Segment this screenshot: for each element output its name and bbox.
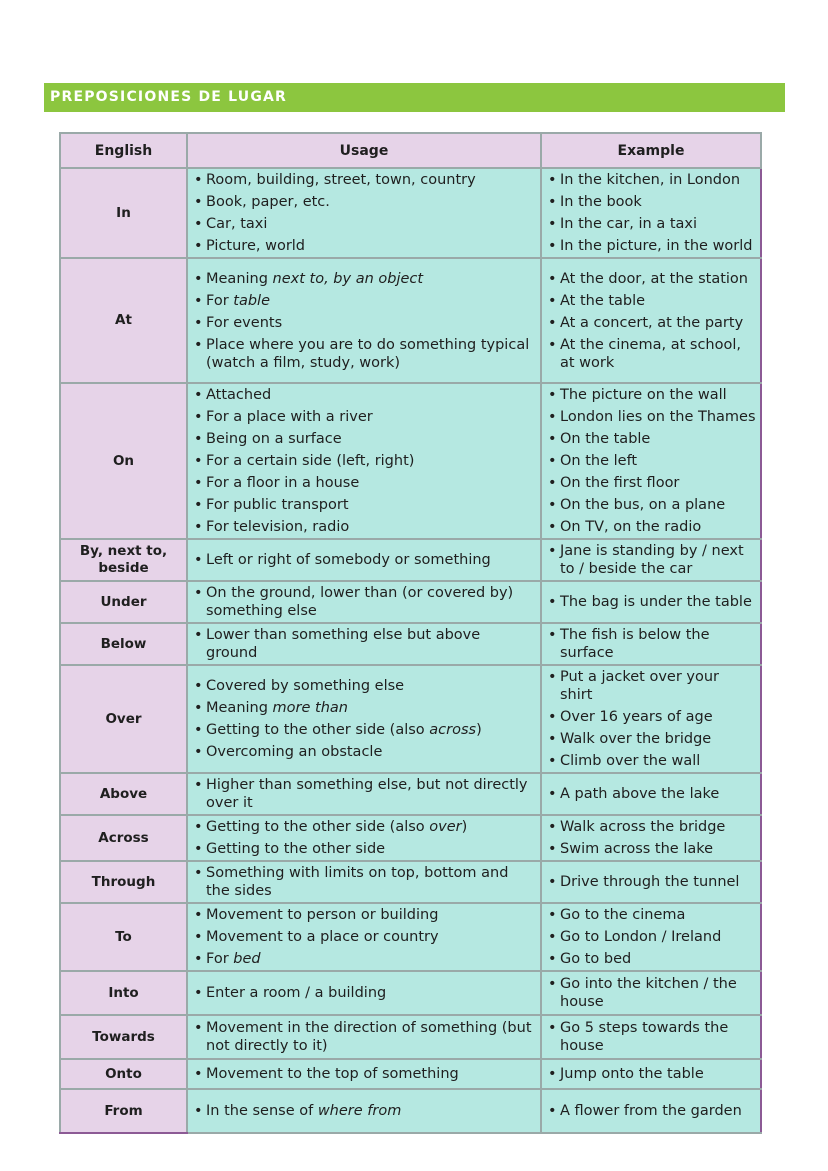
example-list-item bbox=[548, 871, 756, 893]
text-segment: London lies on the Thames bbox=[560, 409, 756, 425]
usage-list-item bbox=[194, 948, 536, 970]
preposition-cell: From bbox=[60, 1089, 187, 1133]
example-list-item bbox=[548, 384, 756, 406]
usage-list bbox=[188, 774, 540, 814]
text-segment: Something with limits on top, bottom and the sides bbox=[206, 865, 509, 899]
usage-list-item bbox=[194, 213, 536, 235]
usage-list bbox=[188, 816, 540, 860]
usage-list-item bbox=[194, 516, 536, 538]
example-list-item bbox=[548, 750, 756, 772]
usage-list-item bbox=[194, 406, 536, 428]
text-segment: In the picture, in the world bbox=[560, 238, 753, 254]
text-segment: Meaning bbox=[206, 270, 273, 287]
example-cell bbox=[541, 773, 761, 815]
usage-list-item bbox=[194, 1063, 536, 1085]
usage-list-item bbox=[194, 904, 536, 926]
usage-list-item bbox=[194, 926, 536, 948]
usage-list-item bbox=[194, 428, 536, 450]
example-list-item bbox=[548, 334, 756, 374]
header-example: Example bbox=[541, 133, 761, 168]
usage-cell bbox=[187, 581, 541, 623]
text-segment: Covered by something else bbox=[206, 678, 405, 694]
example-cell bbox=[541, 258, 761, 383]
usage-list bbox=[188, 1100, 540, 1122]
example-cell bbox=[541, 971, 761, 1015]
table-row bbox=[60, 623, 761, 665]
table-body bbox=[60, 168, 761, 1133]
text-segment: For a place with a river bbox=[206, 409, 373, 425]
usage-list-item bbox=[194, 741, 536, 763]
text-segment: ) bbox=[461, 819, 468, 835]
usage-cell bbox=[187, 539, 541, 581]
example-list-item bbox=[548, 973, 756, 1013]
text-segment: At a concert, at the party bbox=[560, 314, 744, 331]
usage-list bbox=[188, 549, 540, 571]
example-cell bbox=[541, 1015, 761, 1059]
text-segment: On the first floor bbox=[560, 475, 680, 491]
text-segment: next to, by an object bbox=[272, 270, 424, 287]
text-segment: The picture on the wall bbox=[560, 387, 727, 403]
text-segment: Overcoming an obstacle bbox=[206, 744, 383, 760]
text-segment: Place where you are to do something typical (watch a film, study, work) bbox=[206, 336, 530, 371]
prepositions-table bbox=[59, 132, 762, 1134]
usage-list bbox=[188, 862, 540, 902]
usage-list bbox=[188, 624, 540, 664]
example-list bbox=[542, 384, 760, 538]
example-list bbox=[542, 973, 760, 1013]
usage-list-item bbox=[194, 450, 536, 472]
usage-cell bbox=[187, 903, 541, 971]
usage-list-item bbox=[194, 582, 536, 622]
table-row bbox=[60, 1015, 761, 1059]
text-segment: In the car, in a taxi bbox=[560, 216, 698, 232]
usage-cell bbox=[187, 1089, 541, 1133]
text-segment: Attached bbox=[206, 387, 272, 403]
example-list bbox=[542, 783, 760, 805]
example-list bbox=[542, 816, 760, 860]
example-list bbox=[542, 169, 760, 257]
text-segment: For a certain side (left, right) bbox=[206, 453, 415, 469]
example-cell bbox=[541, 903, 761, 971]
usage-list bbox=[188, 169, 540, 257]
usage-list-item bbox=[194, 191, 536, 213]
usage-cell bbox=[187, 1059, 541, 1089]
table-row bbox=[60, 903, 761, 971]
example-cell bbox=[541, 815, 761, 861]
example-list bbox=[542, 1100, 760, 1122]
example-list-item bbox=[548, 666, 756, 706]
text-segment: At the door, at the station bbox=[560, 270, 748, 287]
text-segment: Walk over the bridge bbox=[560, 731, 712, 747]
text-segment: On the bus, on a plane bbox=[560, 497, 726, 513]
table-row bbox=[60, 971, 761, 1015]
example-list bbox=[542, 871, 760, 893]
text-segment: where from bbox=[317, 1103, 402, 1119]
usage-cell bbox=[187, 258, 541, 383]
text-segment: The bag is under the table bbox=[560, 594, 752, 610]
preposition-cell: Under bbox=[60, 581, 187, 623]
usage-list-item bbox=[194, 719, 536, 741]
usage-list-item bbox=[194, 312, 536, 334]
example-list-item bbox=[548, 783, 756, 805]
table-row bbox=[60, 539, 761, 581]
example-list-item bbox=[548, 191, 756, 213]
usage-list-item bbox=[194, 169, 536, 191]
example-list-item bbox=[548, 540, 756, 580]
text-segment: Lower than something else but above ground bbox=[206, 627, 481, 661]
example-list-item bbox=[548, 406, 756, 428]
text-segment: Go into the kitchen / the house bbox=[560, 976, 737, 1010]
usage-list bbox=[188, 675, 540, 763]
usage-cell bbox=[187, 623, 541, 665]
example-list-item bbox=[548, 816, 756, 838]
preposition-cell: Over bbox=[60, 665, 187, 773]
text-segment: Getting to the other side bbox=[206, 841, 386, 857]
header-english: English bbox=[60, 133, 187, 168]
usage-list-item bbox=[194, 494, 536, 516]
text-segment: Go to the cinema bbox=[560, 907, 686, 923]
usage-list bbox=[188, 268, 540, 374]
section-title-banner: PREPOSICIONES DE LUGAR bbox=[44, 83, 785, 112]
table-row bbox=[60, 861, 761, 903]
usage-list-item bbox=[194, 549, 536, 571]
text-segment: Swim across the lake bbox=[560, 841, 714, 857]
example-list bbox=[542, 540, 760, 580]
text-segment: Climb over the wall bbox=[560, 753, 701, 769]
usage-list bbox=[188, 384, 540, 538]
example-cell bbox=[541, 1059, 761, 1089]
example-list bbox=[542, 904, 760, 970]
usage-cell bbox=[187, 971, 541, 1015]
example-list-item bbox=[548, 706, 756, 728]
table-row bbox=[60, 258, 761, 383]
text-segment: Left or right of somebody or something bbox=[206, 552, 491, 568]
text-segment: On the table bbox=[560, 431, 651, 447]
preposition-cell: Above bbox=[60, 773, 187, 815]
text-segment: For events bbox=[206, 314, 283, 331]
example-list bbox=[542, 1017, 760, 1057]
example-list-item bbox=[548, 428, 756, 450]
text-segment: Higher than something else, but not directly over it bbox=[206, 777, 528, 811]
usage-list bbox=[188, 904, 540, 970]
example-cell bbox=[541, 168, 761, 258]
example-list-item bbox=[548, 268, 756, 290]
text-segment: Being on a surface bbox=[206, 431, 342, 447]
usage-list-item bbox=[194, 624, 536, 664]
usage-cell bbox=[187, 773, 541, 815]
usage-cell bbox=[187, 861, 541, 903]
text-segment: For bbox=[206, 292, 234, 309]
text-segment: ) bbox=[476, 722, 482, 738]
text-segment: more than bbox=[272, 700, 348, 716]
usage-list bbox=[188, 582, 540, 622]
usage-cell bbox=[187, 383, 541, 539]
usage-cell bbox=[187, 665, 541, 773]
text-segment: At the cinema, at school, at work bbox=[560, 336, 741, 371]
usage-list bbox=[188, 1063, 540, 1085]
text-segment: Go 5 steps towards the house bbox=[560, 1020, 729, 1054]
example-list-item bbox=[548, 904, 756, 926]
example-list bbox=[542, 1063, 760, 1085]
example-list bbox=[542, 666, 760, 772]
example-list-item bbox=[548, 290, 756, 312]
example-cell bbox=[541, 623, 761, 665]
table-row bbox=[60, 383, 761, 539]
example-list-item bbox=[548, 948, 756, 970]
preposition-cell: By, next to, beside bbox=[60, 539, 187, 581]
usage-list-item bbox=[194, 472, 536, 494]
text-segment: Jump onto the table bbox=[560, 1066, 704, 1082]
text-segment: bed bbox=[233, 951, 261, 967]
example-cell bbox=[541, 383, 761, 539]
preposition-cell: At bbox=[60, 258, 187, 383]
text-segment: Drive through the tunnel bbox=[560, 874, 740, 890]
example-list-item bbox=[548, 450, 756, 472]
usage-list-item bbox=[194, 384, 536, 406]
example-list bbox=[542, 624, 760, 664]
table-row bbox=[60, 168, 761, 258]
usage-list-item bbox=[194, 838, 536, 860]
usage-list bbox=[188, 1017, 540, 1057]
usage-list-item bbox=[194, 862, 536, 902]
text-segment: Movement in the direction of something (but not directly to it) bbox=[206, 1020, 532, 1054]
example-list-item bbox=[548, 926, 756, 948]
example-list bbox=[542, 591, 760, 613]
text-segment: The fish is below the surface bbox=[560, 627, 710, 661]
usage-list-item bbox=[194, 1100, 536, 1122]
example-cell bbox=[541, 665, 761, 773]
text-segment: For bbox=[206, 951, 234, 967]
table-row bbox=[60, 581, 761, 623]
text-segment: In the book bbox=[560, 194, 642, 210]
preposition-cell: Towards bbox=[60, 1015, 187, 1059]
text-segment: Go to bed bbox=[560, 951, 632, 967]
text-segment: Picture, world bbox=[206, 238, 306, 254]
example-list-item bbox=[548, 624, 756, 664]
example-list-item bbox=[548, 213, 756, 235]
preposition-cell: Onto bbox=[60, 1059, 187, 1089]
example-list bbox=[542, 268, 760, 374]
text-segment: Movement to a place or country bbox=[206, 929, 439, 945]
usage-cell bbox=[187, 168, 541, 258]
usage-list-item bbox=[194, 235, 536, 257]
usage-list-item bbox=[194, 290, 536, 312]
table-row bbox=[60, 1059, 761, 1089]
usage-list-item bbox=[194, 774, 536, 814]
example-list-item bbox=[548, 1100, 756, 1122]
text-segment: Over 16 years of age bbox=[560, 709, 713, 725]
table-row bbox=[60, 665, 761, 773]
preposition-cell: Below bbox=[60, 623, 187, 665]
usage-list-item bbox=[194, 675, 536, 697]
example-cell bbox=[541, 861, 761, 903]
text-segment: For a floor in a house bbox=[206, 475, 360, 491]
preposition-cell: Across bbox=[60, 815, 187, 861]
text-segment: Jane is standing by / next to / beside the car bbox=[560, 543, 744, 577]
example-list-item bbox=[548, 728, 756, 750]
text-segment: A flower from the garden bbox=[560, 1103, 742, 1119]
text-segment: In the sense of bbox=[206, 1103, 318, 1119]
text-segment: In the kitchen, in London bbox=[560, 172, 741, 188]
text-segment: Getting to the other side (also bbox=[206, 819, 430, 835]
usage-cell bbox=[187, 1015, 541, 1059]
usage-list-item bbox=[194, 982, 536, 1004]
preposition-cell: In bbox=[60, 168, 187, 258]
text-segment: On the ground, lower than (or covered by) something else bbox=[206, 585, 514, 619]
text-segment: Walk across the bridge bbox=[560, 819, 726, 835]
text-segment: Movement to the top of something bbox=[206, 1066, 459, 1082]
header-usage: Usage bbox=[187, 133, 541, 168]
text-segment: Meaning bbox=[206, 700, 273, 716]
text-segment: Enter a room / a building bbox=[206, 985, 387, 1001]
example-list-item bbox=[548, 1063, 756, 1085]
text-segment: Book, paper, etc. bbox=[206, 194, 330, 210]
table-header-row bbox=[60, 133, 761, 168]
usage-list-item bbox=[194, 1017, 536, 1057]
text-segment: table bbox=[233, 292, 270, 309]
text-segment: over bbox=[429, 819, 462, 835]
preposition-cell: On bbox=[60, 383, 187, 539]
example-cell bbox=[541, 539, 761, 581]
text-segment: Put a jacket over your shirt bbox=[560, 669, 719, 703]
example-list-item bbox=[548, 591, 756, 613]
preposition-cell: Into bbox=[60, 971, 187, 1015]
example-list-item bbox=[548, 235, 756, 257]
text-segment: At the table bbox=[560, 292, 646, 309]
example-list-item bbox=[548, 1017, 756, 1057]
text-segment: Getting to the other side (also bbox=[206, 722, 430, 738]
table-row bbox=[60, 773, 761, 815]
text-segment: Movement to person or building bbox=[206, 907, 439, 923]
usage-list-item bbox=[194, 697, 536, 719]
example-list-item bbox=[548, 494, 756, 516]
example-list-item bbox=[548, 472, 756, 494]
example-list-item bbox=[548, 312, 756, 334]
table-row bbox=[60, 1089, 761, 1133]
text-segment: A path above the lake bbox=[560, 786, 720, 802]
text-segment: For television, radio bbox=[206, 519, 350, 535]
example-list-item bbox=[548, 516, 756, 538]
usage-list-item bbox=[194, 268, 536, 290]
text-segment: Room, building, street, town, country bbox=[206, 172, 476, 188]
example-cell bbox=[541, 581, 761, 623]
example-list-item bbox=[548, 838, 756, 860]
text-segment: across bbox=[429, 722, 477, 738]
usage-cell bbox=[187, 815, 541, 861]
text-segment: On TV, on the radio bbox=[560, 519, 702, 535]
text-segment: Go to London / Ireland bbox=[560, 929, 722, 945]
preposition-cell: To bbox=[60, 903, 187, 971]
usage-list bbox=[188, 982, 540, 1004]
example-list-item bbox=[548, 169, 756, 191]
table-row bbox=[60, 815, 761, 861]
usage-list-item bbox=[194, 334, 536, 374]
text-segment: On the left bbox=[560, 453, 638, 469]
text-segment: Car, taxi bbox=[206, 216, 268, 232]
text-segment: For public transport bbox=[206, 497, 349, 513]
usage-list-item bbox=[194, 816, 536, 838]
preposition-cell: Through bbox=[60, 861, 187, 903]
example-cell bbox=[541, 1089, 761, 1133]
